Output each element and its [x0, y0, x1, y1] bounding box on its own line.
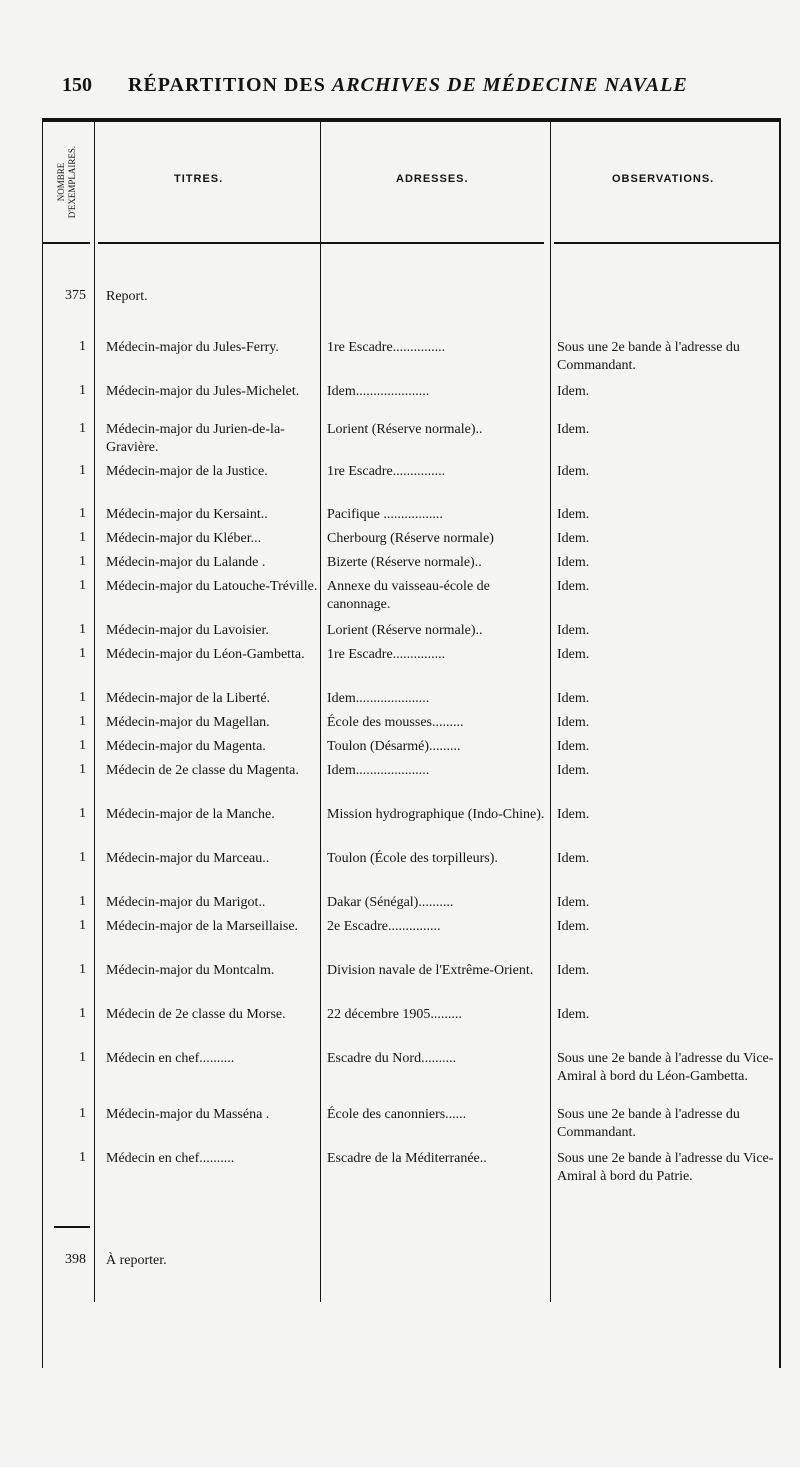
- row-title: Médecin en chef..........: [106, 1151, 235, 1166]
- header-nombre: [44, 126, 90, 238]
- header-rule-1: [42, 242, 90, 244]
- row-title: Médecin-major de la Liberté.: [106, 691, 271, 706]
- row-address: Annexe du vaisseau-école de canonnage.: [327, 579, 490, 612]
- row-count: 1: [79, 530, 86, 545]
- row-title: Médecin-major du Masséna .: [106, 1107, 270, 1122]
- header-rule-2: [98, 242, 544, 244]
- row-address: École des mousses.........: [327, 715, 464, 730]
- row-count: 1: [79, 738, 86, 753]
- row-count: 1: [79, 762, 86, 777]
- row-count: 1: [79, 506, 86, 521]
- row-address: Division navale de l'Extrême-Orient.: [327, 963, 534, 978]
- row-count: 1: [79, 894, 86, 909]
- top-rule: [42, 118, 780, 122]
- row-count: 1: [79, 918, 86, 933]
- col-divider-1: [94, 122, 95, 1302]
- row-observation: Idem.: [557, 422, 590, 437]
- row-title: Médecin-major du Latouche-Tréville.: [106, 579, 318, 594]
- row-address: Mission hydrographique (Indo-Chine).: [327, 807, 545, 822]
- col-divider-3: [550, 122, 551, 1302]
- row-observation: Idem.: [557, 763, 590, 778]
- row-count: 1: [79, 1150, 86, 1165]
- row-count: 1: [79, 339, 86, 354]
- row-title: Médecin-major du Marigot..: [106, 895, 266, 910]
- row-count: 1: [79, 962, 86, 977]
- row-address: Idem.....................: [327, 763, 430, 778]
- row-address: Dakar (Sénégal)..........: [327, 895, 454, 910]
- row-title: Médecin-major du Jurien-de-la-Gravière.: [106, 422, 285, 455]
- row-address: 1re Escadre...............: [327, 464, 446, 479]
- row-count: 1: [79, 463, 86, 478]
- col-divider-2: [320, 122, 321, 1302]
- row-address: Toulon (Désarmé).........: [327, 739, 461, 754]
- row-observation: Idem.: [557, 895, 590, 910]
- row-title: Médecin-major du Jules-Michelet.: [106, 384, 300, 399]
- row-address: Idem.....................: [327, 691, 430, 706]
- row-title: Médecin-major de la Manche.: [106, 807, 275, 822]
- header-rule-3: [554, 242, 780, 244]
- row-count: 1: [79, 714, 86, 729]
- row-address: Bizerte (Réserve normale)..: [327, 555, 482, 570]
- report-label: Report.: [106, 289, 148, 304]
- header-nombre-label: NOMBRE D'EXEMPLAIRES.: [56, 145, 77, 219]
- running-title: [128, 74, 688, 97]
- table-frame: [42, 118, 780, 1368]
- row-title: Médecin-major de la Marseillaise.: [106, 919, 299, 934]
- row-observation: Idem.: [557, 739, 590, 754]
- row-title: Médecin-major du Lalande .: [106, 555, 266, 570]
- row-observation: Idem.: [557, 1007, 590, 1022]
- row-observation: Idem.: [557, 715, 590, 730]
- row-count: 1: [79, 578, 86, 593]
- row-title: Médecin-major du Magenta.: [106, 739, 266, 754]
- row-count: 1: [79, 1106, 86, 1121]
- row-title: Médecin-major du Jules-Ferry.: [106, 340, 279, 355]
- row-address: Idem.....................: [327, 384, 430, 399]
- title-prefix: RÉPARTITION DES: [128, 74, 326, 96]
- row-title: Médecin-major du Lavoisier.: [106, 623, 269, 638]
- row-title: Médecin-major du Montcalm.: [106, 963, 275, 978]
- row-count: 1: [79, 383, 86, 398]
- row-count: 1: [79, 1050, 86, 1065]
- row-observation: Idem.: [557, 507, 590, 522]
- row-observation: Sous une 2e bande à l'adresse du Vice-Amiral à bord du Léon-Gambetta.: [557, 1051, 774, 1084]
- page-number: 150: [62, 74, 92, 96]
- row-title: Médecin-major du Léon-Gambetta.: [106, 647, 305, 662]
- footer-label: À reporter.: [106, 1253, 167, 1268]
- row-count: 1: [79, 690, 86, 705]
- row-observation: Idem.: [557, 623, 590, 638]
- report-count: 375: [65, 288, 86, 303]
- row-address: 2e Escadre...............: [327, 919, 441, 934]
- row-observation: Idem.: [557, 919, 590, 934]
- row-observation: Sous une 2e bande à l'adresse du Commandant.: [557, 340, 740, 373]
- row-address: Pacifique .................: [327, 507, 443, 522]
- row-observation: Idem.: [557, 384, 590, 399]
- row-title: Médecin de 2e classe du Magenta.: [106, 763, 299, 778]
- row-observation: Idem.: [557, 963, 590, 978]
- row-address: 1re Escadre...............: [327, 340, 446, 355]
- total-rule: [54, 1226, 90, 1228]
- row-observation: Idem.: [557, 579, 590, 594]
- row-observation: Idem.: [557, 531, 590, 546]
- row-address: 1re Escadre...............: [327, 647, 446, 662]
- row-observation: Sous une 2e bande à l'adresse du Commandant.: [557, 1107, 740, 1140]
- header-titres: TITRES.: [174, 173, 224, 185]
- header-adresses: ADRESSES.: [396, 173, 469, 185]
- row-address: Lorient (Réserve normale)..: [327, 623, 483, 638]
- row-title: Médecin-major du Kléber...: [106, 531, 262, 546]
- row-count: 1: [79, 1006, 86, 1021]
- row-title: Médecin-major du Marceau..: [106, 851, 270, 866]
- row-address: École des canonniers......: [327, 1107, 467, 1122]
- row-count: 1: [79, 421, 86, 436]
- page-header: [0, 70, 800, 104]
- row-observation: Idem.: [557, 851, 590, 866]
- row-count: 1: [79, 850, 86, 865]
- footer-count: 398: [65, 1252, 86, 1267]
- row-title: Médecin en chef..........: [106, 1051, 235, 1066]
- row-address: 22 décembre 1905.........: [327, 1007, 462, 1022]
- row-title: Médecin-major du Kersaint..: [106, 507, 268, 522]
- row-address: Escadre de la Méditerranée..: [327, 1151, 487, 1166]
- row-count: 1: [79, 554, 86, 569]
- row-observation: Sous une 2e bande à l'adresse du Vice-Amiral à bord du Patrie.: [557, 1151, 774, 1184]
- row-observation: Idem.: [557, 691, 590, 706]
- row-address: Toulon (École des torpilleurs).: [327, 851, 498, 866]
- title-italic: ARCHIVES DE MÉDECINE NAVALE: [331, 74, 688, 96]
- row-address: Cherbourg (Réserve normale): [327, 531, 494, 546]
- row-address: Escadre du Nord..........: [327, 1051, 457, 1066]
- row-count: 1: [79, 646, 86, 661]
- header-observations: OBSERVATIONS.: [612, 173, 715, 185]
- row-observation: Idem.: [557, 464, 590, 479]
- row-title: Médecin-major du Magellan.: [106, 715, 270, 730]
- row-title: Médecin-major de la Justice.: [106, 464, 268, 479]
- row-title: Médecin de 2e classe du Morse.: [106, 1007, 286, 1022]
- row-observation: Idem.: [557, 807, 590, 822]
- row-count: 1: [79, 806, 86, 821]
- row-observation: Idem.: [557, 555, 590, 570]
- row-count: 1: [79, 622, 86, 637]
- row-address: Lorient (Réserve normale)..: [327, 422, 483, 437]
- row-observation: Idem.: [557, 647, 590, 662]
